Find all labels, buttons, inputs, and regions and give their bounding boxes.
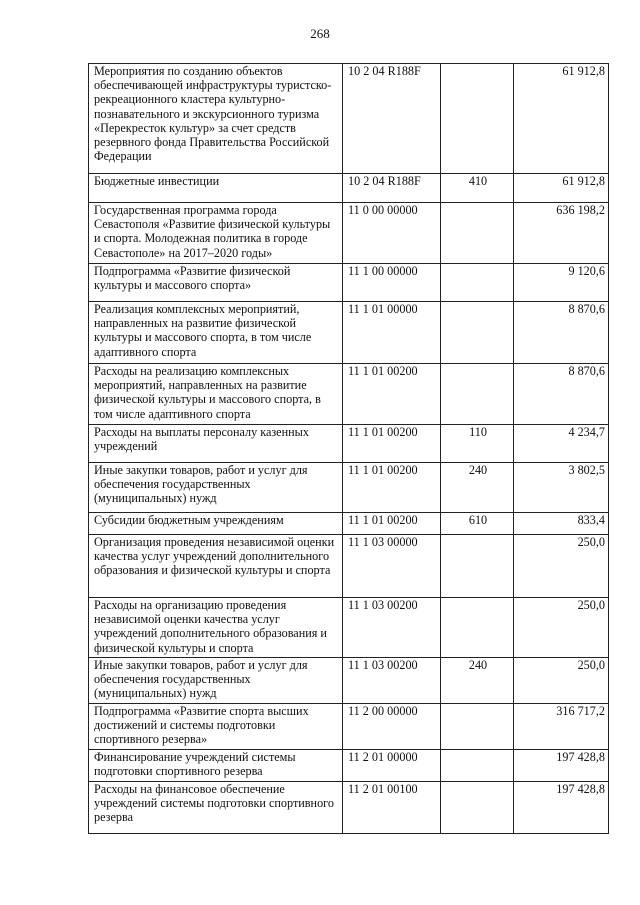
row-name: Иные закупки товаров, работ и услуг для обеспечения государственных (муниципальных) нужд [89, 658, 343, 704]
row-code: 11 1 01 00200 [343, 513, 441, 535]
row-sum: 3 802,5 [514, 463, 609, 513]
row-sum: 250,0 [514, 658, 609, 704]
table-row [89, 598, 609, 658]
row-code: 11 1 01 00200 [343, 463, 441, 513]
row-name: Расходы на реализацию комплексных мероприятий, направленных на развитие физической культуры и массового спорта, в том числе адаптивного спорта [89, 364, 343, 425]
row-sum: 9 120,6 [514, 264, 609, 302]
row-expense-type [441, 535, 514, 598]
row-code: 11 2 00 00000 [343, 704, 441, 750]
row-name: Финансирование учреждений системы подготовки спортивного резерва [89, 750, 343, 782]
row-code: 11 2 01 00100 [343, 782, 441, 834]
row-code: 11 1 01 00000 [343, 302, 441, 364]
table-row [89, 425, 609, 463]
row-expense-type [441, 598, 514, 658]
row-name: Подпрограмма «Развитие спорта высших достижений и системы подготовки спортивного резерва» [89, 704, 343, 750]
row-expense-type: 110 [441, 425, 514, 463]
row-expense-type: 240 [441, 658, 514, 704]
row-sum: 197 428,8 [514, 750, 609, 782]
row-code: 11 2 01 00000 [343, 750, 441, 782]
table-row [89, 513, 609, 535]
row-sum: 833,4 [514, 513, 609, 535]
row-name: Иные закупки товаров, работ и услуг для обеспечения государственных (муниципальных) нужд [89, 463, 343, 513]
row-expense-type: 240 [441, 463, 514, 513]
page-number: 268 [310, 26, 330, 41]
row-code: 11 1 03 00200 [343, 598, 441, 658]
row-expense-type [441, 64, 514, 174]
row-code: 11 1 03 00200 [343, 658, 441, 704]
row-sum: 250,0 [514, 598, 609, 658]
table-row [89, 750, 609, 782]
row-name: Расходы на организацию проведения независимой оценки качества услуг учреждений дополнительного образования и физической культуры и спорта [89, 598, 343, 658]
row-code: 10 2 04 R188F [343, 64, 441, 174]
table-row [89, 782, 609, 834]
table-row [89, 174, 609, 203]
row-name: Расходы на выплаты персоналу казенных учреждений [89, 425, 343, 463]
row-sum: 8 870,6 [514, 302, 609, 364]
row-name: Мероприятия по созданию объектов обеспечивающей инфраструктуры туристско-рекреационного кластера культурно-познавательного и экскурсионного туризма «Перекресток культур» за счет средств резервного фонда Правительства Российской Федерации [89, 64, 343, 174]
row-expense-type [441, 302, 514, 364]
row-sum: 636 198,2 [514, 203, 609, 264]
row-code: 11 0 00 00000 [343, 203, 441, 264]
table-row [89, 535, 609, 598]
row-code: 10 2 04 R188F [343, 174, 441, 203]
table-row [89, 64, 609, 174]
table-row [89, 658, 609, 704]
row-expense-type: 610 [441, 513, 514, 535]
row-code: 11 1 01 00200 [343, 425, 441, 463]
row-name: Реализация комплексных мероприятий, направленных на развитие физической культуры и массового спорта, в том числе адаптивного спорта [89, 302, 343, 364]
table-row [89, 364, 609, 425]
row-name: Расходы на финансовое обеспечение учреждений системы подготовки спортивного резерва [89, 782, 343, 834]
row-code: 11 1 00 00000 [343, 264, 441, 302]
row-name: Государственная программа города Севастополя «Развитие физической культуры и спорта. Молодежная политика в городе Севастополе» на 2017–2020 годы» [89, 203, 343, 264]
row-code: 11 1 03 00000 [343, 535, 441, 598]
row-name: Организация проведения независимой оценки качества услуг учреждений дополнительного образования и физической культуры и спорта [89, 535, 343, 598]
row-sum: 61 912,8 [514, 64, 609, 174]
table-row [89, 302, 609, 364]
row-sum: 197 428,8 [514, 782, 609, 834]
row-code: 11 1 01 00200 [343, 364, 441, 425]
row-expense-type: 410 [441, 174, 514, 203]
row-expense-type [441, 364, 514, 425]
row-name: Бюджетные инвестиции [89, 174, 343, 203]
row-sum: 61 912,8 [514, 174, 609, 203]
row-expense-type [441, 704, 514, 750]
row-sum: 250,0 [514, 535, 609, 598]
table-row [89, 264, 609, 302]
row-expense-type [441, 782, 514, 834]
row-sum: 8 870,6 [514, 364, 609, 425]
table-row [89, 463, 609, 513]
row-sum: 4 234,7 [514, 425, 609, 463]
budget-table [88, 63, 609, 834]
table-row [89, 704, 609, 750]
row-name: Подпрограмма «Развитие физической культуры и массового спорта» [89, 264, 343, 302]
row-expense-type [441, 750, 514, 782]
row-sum: 316 717,2 [514, 704, 609, 750]
row-name: Субсидии бюджетным учреждениям [89, 513, 343, 535]
row-expense-type [441, 264, 514, 302]
table-row [89, 203, 609, 264]
row-expense-type [441, 203, 514, 264]
